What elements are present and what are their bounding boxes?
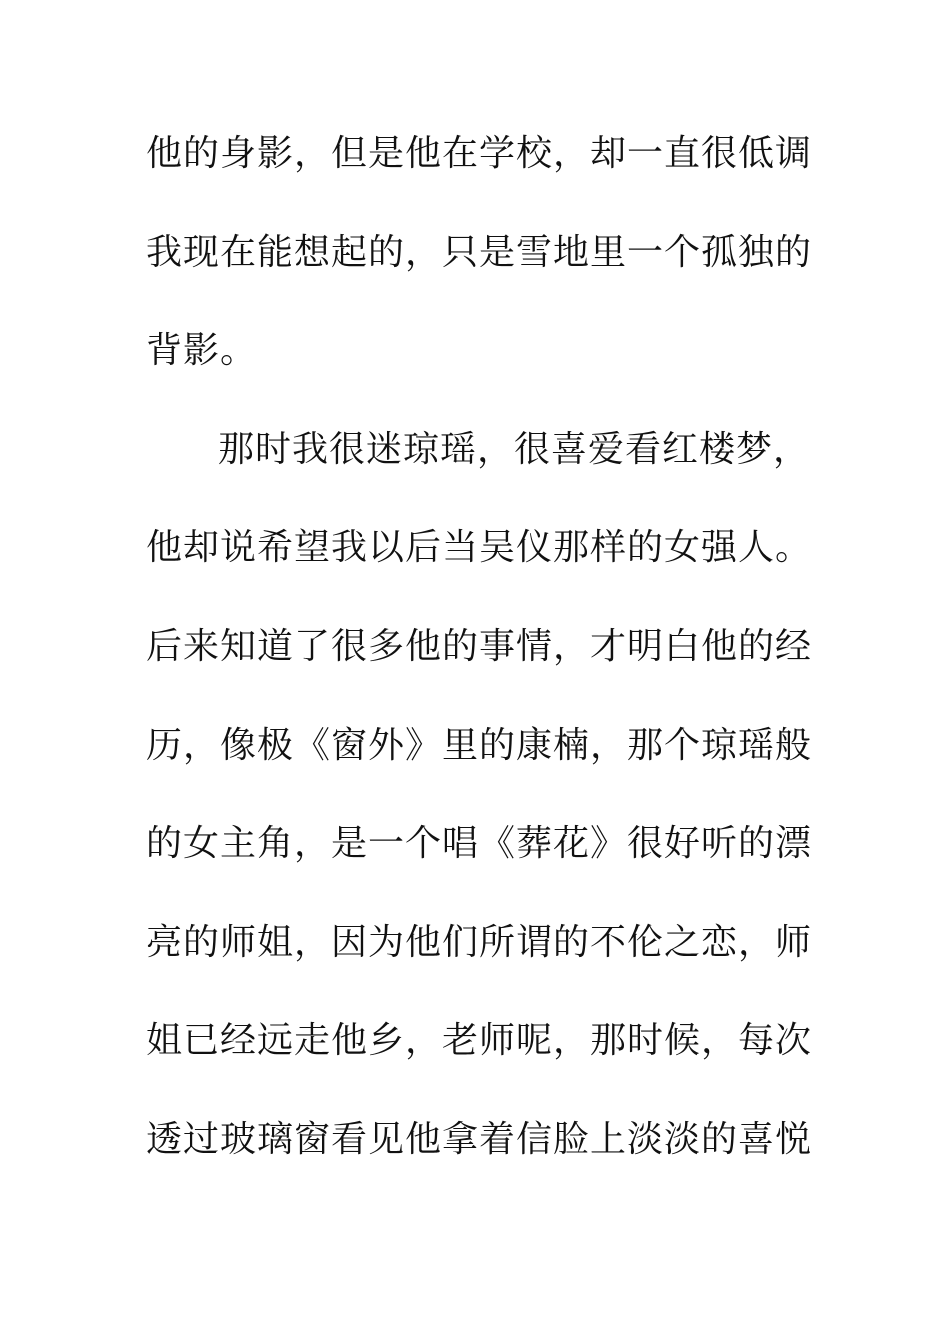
text-line: 透过玻璃窗看见他拿着信脸上淡淡的喜悦 [146, 1118, 813, 1160]
paragraph-start-line: 那时我很迷琼瑶，很喜爱看红楼梦， [218, 428, 811, 470]
text-line: 我现在能想起的，只是雪地里一个孤独的 [146, 231, 813, 273]
text-line: 的女主角，是一个唱《葬花》很好听的漂 [146, 823, 813, 865]
body-text [146, 123, 826, 1208]
text-line: 亮的师姐，因为他们所谓的不伦之恋，师 [146, 921, 813, 963]
text-line: 他的身影，但是他在学校，却一直很低调 [146, 133, 813, 174]
text-line: 姐已经远走他乡，老师呢，那时候，每次 [146, 1020, 813, 1062]
text-line: 背影。 [146, 330, 258, 372]
text-line: 历，像极《窗外》里的康楠，那个琼瑶般 [146, 724, 813, 766]
text-line: 后来知道了很多他的事情，才明白他的经 [146, 625, 813, 667]
text-line: 他却说希望我以后当吴仪那样的女强人。 [146, 527, 813, 569]
